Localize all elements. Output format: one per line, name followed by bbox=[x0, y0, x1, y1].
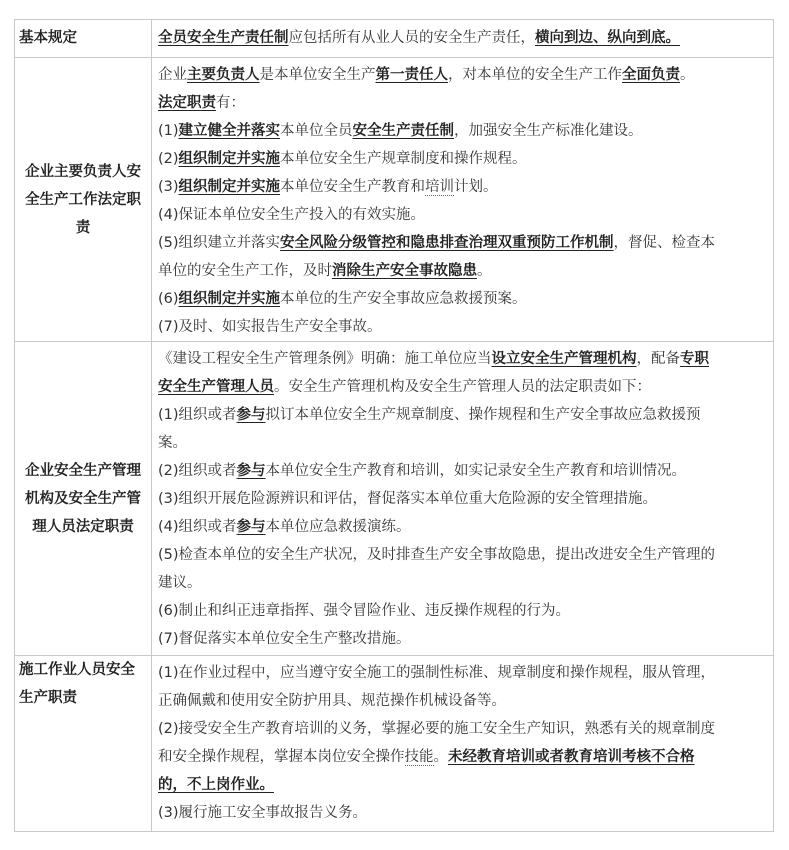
text-segment: (6)制止和纠正违章指挥、强令冒险作业、违反操作规程的行为。 bbox=[158, 603, 571, 619]
emphasis-text: 安全生产管理人员 bbox=[158, 379, 274, 395]
emphasis-text: 组织制定并实施 bbox=[178, 291, 281, 307]
text-segment: 计划。 bbox=[454, 179, 498, 195]
emphasis-text: 主要负责人 bbox=[187, 67, 260, 83]
text-segment: 本单位的生产安全事故应急救援预案。 bbox=[280, 291, 527, 307]
text-segment: ，配备 bbox=[636, 351, 680, 367]
text-segment: (7)及时、如实报告生产安全事故。 bbox=[158, 319, 382, 335]
table-row-worker-duties bbox=[15, 656, 774, 832]
emphasis-text: 法定职责 bbox=[158, 95, 216, 111]
content-line bbox=[158, 569, 767, 597]
content-cell bbox=[152, 656, 774, 832]
text-segment: 案。 bbox=[158, 435, 187, 451]
emphasis-text: 组织制定并实施 bbox=[178, 179, 281, 195]
content-line bbox=[158, 541, 767, 569]
content-cell bbox=[152, 58, 774, 342]
text-segment: 本单位安全生产教育和培训，如实记录安全生产教育和培训情况。 bbox=[265, 463, 687, 479]
content-line bbox=[158, 743, 767, 771]
content-line bbox=[158, 229, 767, 257]
dotted-term: 技能 bbox=[404, 749, 434, 765]
content-line bbox=[158, 373, 767, 401]
content-cell bbox=[152, 342, 774, 656]
text-segment: (1) bbox=[158, 123, 179, 139]
emphasis-text: 设立安全生产管理机构 bbox=[491, 351, 637, 367]
text-segment: (3)组织开展危险源辨识和评估，督促落实本单位重大危险源的安全管理措施。 bbox=[158, 491, 658, 507]
text-segment: 。 bbox=[433, 749, 448, 765]
content-line bbox=[158, 257, 767, 285]
content-line bbox=[158, 117, 767, 145]
emphasis-text: 参与 bbox=[236, 519, 266, 535]
dotted-term: 培训 bbox=[425, 179, 455, 195]
content-line bbox=[158, 201, 767, 229]
duty-table bbox=[14, 19, 774, 832]
text-segment: ，加强安全生产标准化建设。 bbox=[454, 123, 643, 139]
content-line bbox=[158, 145, 767, 173]
text-segment: 企业 bbox=[158, 67, 187, 83]
text-segment: (3) bbox=[158, 179, 179, 195]
content-line bbox=[158, 313, 767, 341]
text-segment: 建议。 bbox=[158, 575, 202, 591]
emphasis-text: 建立健全并落实 bbox=[178, 123, 281, 139]
content-line bbox=[158, 61, 767, 89]
content-line bbox=[158, 597, 767, 625]
emphasis-text: 消除生产安全事故隐患 bbox=[332, 263, 477, 279]
text-segment: (6) bbox=[158, 291, 179, 307]
table-row-management-duties bbox=[15, 342, 774, 656]
emphasis-text: 参与 bbox=[236, 407, 266, 423]
text-segment: (4)保证本单位安全生产投入的有效实施。 bbox=[158, 207, 426, 223]
table-row-principal-duties bbox=[15, 58, 774, 342]
text-segment: 。安全生产管理机构及安全生产管理人员的法定职责如下： bbox=[274, 379, 651, 395]
text-segment: (1)在作业过程中，应当遵守安全施工的强制性标准、规章制度和操作规程，服从管理， bbox=[158, 665, 716, 681]
content-line bbox=[158, 513, 767, 541]
emphasis-text: 全面负责 bbox=[622, 67, 680, 83]
content-line bbox=[158, 401, 767, 429]
content-line bbox=[158, 429, 767, 457]
text-segment: 本单位安全生产教育和 bbox=[280, 179, 426, 195]
content-line bbox=[158, 625, 767, 653]
text-segment: (3)履行施工安全事故报告义务。 bbox=[158, 805, 368, 821]
text-segment: 。 bbox=[680, 67, 695, 83]
content-line bbox=[158, 659, 767, 687]
text-segment: ，督促、检查本 bbox=[613, 235, 716, 251]
emphasis-text: 第一责任人 bbox=[375, 67, 448, 83]
text-segment: 应包括所有从业人员的安全生产责任， bbox=[288, 30, 535, 46]
text-segment: 拟订本单位安全生产规章制度、操作规程和生产安全事故应急救援预 bbox=[265, 407, 701, 423]
emphasis-text: 组织制定并实施 bbox=[178, 151, 281, 167]
text-segment: 有： bbox=[216, 95, 245, 111]
emphasis-text: 未经教育培训或者教育培训考核不合格 bbox=[448, 749, 695, 765]
category-cell: 施工作业人员安全生产职责 bbox=[15, 656, 152, 832]
text-segment: 本单位应急救援演练。 bbox=[265, 519, 411, 535]
text-segment: (5)检查本单位的安全生产状况，及时排查生产安全事故隐患，提出改进安全生产管理的 bbox=[158, 547, 716, 563]
table-row-basic-rules bbox=[15, 20, 774, 58]
category-cell: 基本规定 bbox=[15, 20, 152, 58]
emphasis-text: 的，不上岗作业。 bbox=[158, 777, 274, 793]
content-line bbox=[158, 799, 767, 827]
text-segment: (4)组织或者 bbox=[158, 519, 237, 535]
content-line bbox=[158, 345, 767, 373]
text-segment: (2)接受安全生产教育培训的义务，掌握必要的施工安全生产知识，熟悉有关的规章制度 bbox=[158, 721, 716, 737]
content-line bbox=[158, 771, 767, 799]
content-line bbox=[158, 715, 767, 743]
content-line bbox=[158, 20, 767, 57]
text-segment: 正确佩戴和使用安全防护用具、规范操作机械设备等。 bbox=[158, 693, 506, 709]
emphasis-text: 全员安全生产责任制 bbox=[158, 30, 289, 46]
text-segment: (2)组织或者 bbox=[158, 463, 237, 479]
text-segment: (5)组织建立并落实 bbox=[158, 235, 281, 251]
text-segment: ，对本单位的安全生产工作 bbox=[448, 67, 622, 83]
text-segment: 本单位全员 bbox=[280, 123, 353, 139]
emphasis-text: 横向到边、纵向到底。 bbox=[535, 30, 680, 46]
content-line bbox=[158, 485, 767, 513]
text-segment: (7)督促落实本单位安全生产整改措施。 bbox=[158, 631, 411, 647]
text-segment: 《建设工程安全生产管理条例》明确：施工单位应当 bbox=[158, 351, 492, 367]
text-segment: 和安全操作规程，掌握本岗位安全操作 bbox=[158, 749, 405, 765]
content-line bbox=[158, 687, 767, 715]
text-segment: 。 bbox=[477, 263, 492, 279]
text-segment: 是本单位安全生产 bbox=[259, 67, 376, 83]
emphasis-text: 专职 bbox=[680, 351, 709, 367]
category-cell: 企业安全生产管理机构及安全生产管理人员法定职责 bbox=[15, 342, 152, 656]
text-segment: 本单位安全生产规章制度和操作规程。 bbox=[280, 151, 527, 167]
content-cell bbox=[152, 20, 774, 58]
content-line bbox=[158, 173, 767, 201]
content-line bbox=[158, 89, 767, 117]
content-line bbox=[158, 285, 767, 313]
emphasis-text: 安全生产责任制 bbox=[352, 123, 455, 139]
content-line bbox=[158, 457, 767, 485]
emphasis-text: 参与 bbox=[236, 463, 266, 479]
text-segment: 单位的安全生产工作，及时 bbox=[158, 263, 332, 279]
text-segment: (2) bbox=[158, 151, 179, 167]
text-segment: (1)组织或者 bbox=[158, 407, 237, 423]
category-cell: 企业主要负责人安全生产工作法定职责 bbox=[15, 58, 152, 342]
emphasis-text: 安全风险分级管控和隐患排查治理双重预防工作机制 bbox=[280, 235, 614, 251]
